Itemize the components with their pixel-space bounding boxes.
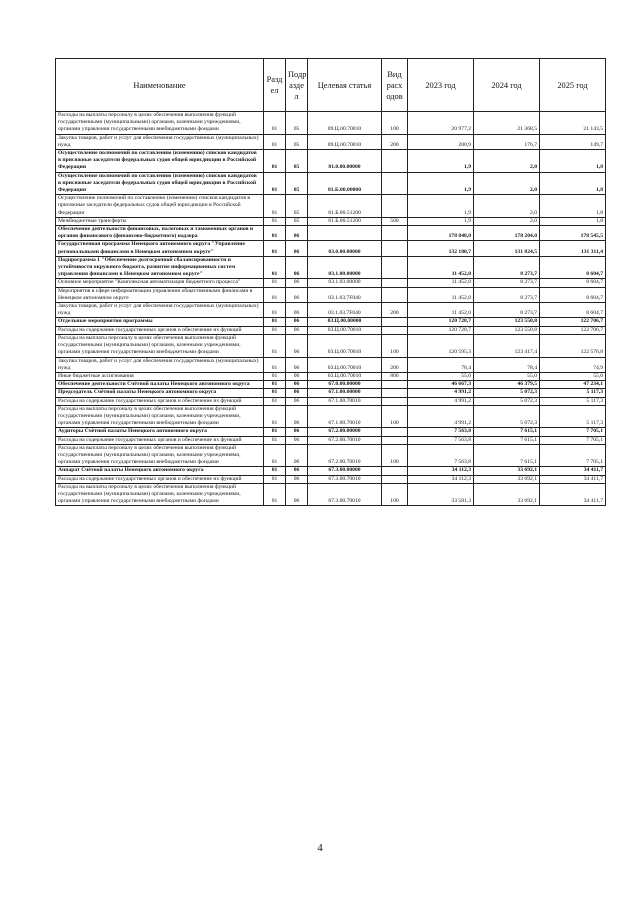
cell-2025: 55,0 [540,372,606,380]
cell-subsection: 06 [286,326,308,334]
cell-2024: 2,0 [474,150,540,173]
table-row [56,256,606,279]
cell-2025: 47 234,1 [540,381,606,389]
cell-2024: 8 273,7 [474,303,540,318]
col-header-subsection: Подр азде л [286,59,308,112]
cell-kind: 100 [382,112,408,135]
cell-name: Осуществление полномочий по составлению (изменению) списков кандидатов в присяжные заседатели федеральных судов общей юрисдикции в Российской Федерации [56,195,264,218]
cell-kind [382,279,408,287]
cell-kind [382,226,408,241]
cell-target: 81.Б.00.51200 [308,217,382,225]
cell-target: 67.2.00.70010 [308,444,382,467]
cell-name: Государственная программа Ненецкого автономного округа "Управление региональными финансами в Ненецком автономном округе" [56,241,264,256]
table-row [56,357,606,372]
cell-2025: 1,8 [540,150,606,173]
cell-target: 03.Ц.00.00000 [308,318,382,326]
cell-2025: 149,7 [540,134,606,149]
cell-section: 01 [264,372,286,380]
cell-target: 03.Ц.00.70010 [308,357,382,372]
cell-name: Расходы на выплаты персоналу в целях обеспечения выполнения функций государственными (муниципальными) органами, казенными учреждениями, органами управления государственными внебюджетными фондами [56,483,264,506]
cell-2023: 120 728,7 [408,318,474,326]
cell-target: 03.Ц.00.70010 [308,334,382,357]
cell-2024: 21 368,5 [474,112,540,135]
cell-subsection: 05 [286,112,308,135]
cell-2024: 123 417,4 [474,334,540,357]
cell-kind: 200 [382,357,408,372]
cell-2024: 33 692,1 [474,475,540,483]
cell-2024: 2,0 [474,195,540,218]
cell-subsection: 06 [286,256,308,279]
cell-target: 81.Б.00.51200 [308,195,382,218]
cell-2023: 178 848,0 [408,226,474,241]
cell-name: Обеспечение деятельности Счётной палаты Ненецкого автономного округа [56,381,264,389]
cell-2024: 123 550,8 [474,326,540,334]
cell-2024: 8 273,7 [474,287,540,302]
cell-target: 67.0.00.00000 [308,381,382,389]
col-header-2024: 2024 год [474,59,540,112]
cell-2024: 7 615,1 [474,444,540,467]
cell-2025: 7 705,1 [540,428,606,436]
cell-kind: 100 [382,444,408,467]
col-header-name: Наименование [56,59,264,112]
table-row [56,467,606,475]
cell-name: Закупка товаров, работ и услуг для обеспечения государственных (муниципальных) нужд [56,134,264,149]
cell-2023: 4 991,2 [408,397,474,405]
cell-subsection: 06 [286,357,308,372]
cell-subsection: 05 [286,195,308,218]
cell-subsection: 06 [286,334,308,357]
col-header-kind: Вид расх одов [382,59,408,112]
cell-name: Основное мероприятие "Комплексная автоматизация бюджетного процесса" [56,279,264,287]
cell-section: 01 [264,112,286,135]
cell-2024: 178 204,0 [474,226,540,241]
cell-2023: 7 563,8 [408,436,474,444]
cell-kind: 200 [382,303,408,318]
cell-target: 03.1.03.00000 [308,279,382,287]
cell-target: 67.1.00.70010 [308,405,382,428]
cell-name: Расходы на содержание государственных органов и обеспечение их функций [56,326,264,334]
cell-subsection: 06 [286,389,308,397]
table-row [56,372,606,380]
cell-target: 03.Ц.00.70010 [308,326,382,334]
cell-name: Аудиторы Счётной палаты Ненецкого автономного округа [56,428,264,436]
cell-subsection: 06 [286,436,308,444]
cell-2025: 34 411,7 [540,483,606,506]
cell-2025: 131 311,4 [540,241,606,256]
cell-target: 67.2.00.00000 [308,428,382,436]
cell-section: 01 [264,428,286,436]
cell-kind: 800 [382,372,408,380]
cell-subsection: 06 [286,405,308,428]
table-row [56,334,606,357]
cell-2024: 123 550,8 [474,318,540,326]
cell-subsection: 06 [286,444,308,467]
cell-name: Председатель Счётной палаты Ненецкого автономного округа [56,389,264,397]
cell-2024: 33 692,1 [474,467,540,475]
cell-2025: 74,9 [540,357,606,372]
cell-2024: 33 692,1 [474,483,540,506]
cell-name: Аппарат Счётной палаты Ненецкого автономного округа [56,467,264,475]
cell-2024: 8 273,7 [474,279,540,287]
cell-name: Расходы на выплаты персоналу в целях обеспечения выполнения функций государственными (муниципальными) органами, казенными учреждениями, органами управления государственными внебюджетными фондами [56,444,264,467]
cell-2024: 78,4 [474,357,540,372]
cell-target: 09.Ц.00.70010 [308,112,382,135]
cell-subsection: 05 [286,150,308,173]
cell-2025: 5 117,3 [540,397,606,405]
cell-section: 01 [264,334,286,357]
cell-kind [382,195,408,218]
cell-target: 09.Ц.00.70010 [308,134,382,149]
cell-subsection: 06 [286,372,308,380]
cell-target: 67.3.00.70010 [308,475,382,483]
cell-target [308,226,382,241]
cell-name: Закупка товаров, работ и услуг для обеспечения государственных (муниципальных) нужд [56,357,264,372]
table-row [56,172,606,195]
cell-section: 01 [264,444,286,467]
cell-section: 01 [264,436,286,444]
cell-target: 03.1.03.7F040 [308,287,382,302]
table-row [56,475,606,483]
cell-section: 01 [264,226,286,241]
cell-section: 01 [264,134,286,149]
cell-section: 01 [264,279,286,287]
cell-2023: 1,9 [408,172,474,195]
cell-2024: 5 072,3 [474,405,540,428]
cell-2023: 33 581,3 [408,483,474,506]
cell-kind [382,436,408,444]
table-row [56,397,606,405]
cell-2025: 178 545,5 [540,226,606,241]
cell-2023: 11 452,0 [408,287,474,302]
cell-2024: 8 273,7 [474,256,540,279]
cell-2023: 7 563,8 [408,428,474,436]
cell-name: Отдельные мероприятия программы [56,318,264,326]
table-row [56,436,606,444]
cell-2023: 11 452,0 [408,279,474,287]
cell-section: 01 [264,172,286,195]
cell-2023: 120 595,3 [408,334,474,357]
cell-name: Обеспечение деятельности финансовых, налоговых и таможенных органов и органов финансового (финансово-бюджетного) надзора [56,226,264,241]
cell-subsection: 06 [286,428,308,436]
table-row [56,483,606,506]
cell-2025: 7 705,1 [540,444,606,467]
cell-subsection: 06 [286,483,308,506]
cell-2023: 46 667,3 [408,381,474,389]
table-row [56,381,606,389]
cell-kind [382,287,408,302]
cell-name: Осуществление полномочий по составлению (изменению) списков кандидатов в присяжные заседатели федеральных судов общей юрисдикции в Российской Федерации [56,172,264,195]
cell-kind [382,326,408,334]
col-header-2025: 2025 год [540,59,606,112]
cell-2025: 122 576,8 [540,334,606,357]
table-row [56,195,606,218]
cell-kind [382,381,408,389]
cell-2023: 200,9 [408,134,474,149]
cell-subsection: 06 [286,475,308,483]
cell-section: 01 [264,397,286,405]
cell-section: 01 [264,195,286,218]
cell-subsection: 05 [286,172,308,195]
cell-section: 01 [264,287,286,302]
cell-2025: 21 143,5 [540,112,606,135]
cell-2024: 7 615,1 [474,436,540,444]
cell-2024: 176,7 [474,134,540,149]
page-number: 4 [317,842,323,854]
cell-section: 01 [264,326,286,334]
cell-name: Мероприятия в сфере информатизации управления общественными финансами в Ненецком автономном округе [56,287,264,302]
cell-2024: 5 072,3 [474,389,540,397]
cell-section: 01 [264,318,286,326]
table-row [56,326,606,334]
cell-2025: 34 411,7 [540,467,606,475]
cell-section: 01 [264,475,286,483]
table-row [56,405,606,428]
cell-section: 01 [264,241,286,256]
cell-name: Закупка товаров, работ и услуг для обеспечения государственных (муниципальных) нужд [56,303,264,318]
cell-name: Расходы на выплаты персоналу в целях обеспечения выполнения функций государственными (муниципальными) органами, казенными учреждениями, органами управления государственными внебюджетными фондами [56,112,264,135]
cell-subsection: 05 [286,134,308,149]
cell-kind: 100 [382,334,408,357]
cell-target: 67.3.00.70010 [308,483,382,506]
cell-2025: 122 706,7 [540,318,606,326]
table-row [56,444,606,467]
cell-2023: 34 112,3 [408,467,474,475]
cell-target: 67.3.00.00000 [308,467,382,475]
cell-subsection: 06 [286,287,308,302]
cell-section: 01 [264,389,286,397]
cell-2024: 2,0 [474,217,540,225]
cell-kind [382,397,408,405]
cell-name: Расходы на содержание государственных органов и обеспечение их функций [56,397,264,405]
cell-2025: 5 117,3 [540,389,606,397]
cell-kind [382,389,408,397]
table-row [56,150,606,173]
cell-section: 01 [264,405,286,428]
cell-2025: 34 411,7 [540,475,606,483]
cell-subsection: 06 [286,397,308,405]
cell-subsection: 06 [286,467,308,475]
cell-kind: 200 [382,134,408,149]
cell-2025: 8 604,7 [540,287,606,302]
cell-kind: 100 [382,483,408,506]
cell-2023: 55,0 [408,372,474,380]
cell-target: 81.0.00.00000 [308,150,382,173]
cell-2025: 8 604,7 [540,279,606,287]
table-row [56,287,606,302]
cell-2025: 7 705,1 [540,436,606,444]
cell-subsection: 06 [286,279,308,287]
cell-name: Расходы на содержание государственных органов и обеспечение их функций [56,436,264,444]
table-row [56,226,606,241]
cell-2025: 1,8 [540,195,606,218]
cell-2023: 20 977,2 [408,112,474,135]
cell-kind [382,428,408,436]
cell-2025: 5 117,3 [540,405,606,428]
cell-section: 01 [264,467,286,475]
cell-2024: 7 615,1 [474,428,540,436]
cell-2023: 34 112,3 [408,475,474,483]
cell-name: Осуществление полномочий по составлению (изменению) списков кандидатов в присяжные заседатели федеральных судов общей юрисдикции в Российской Федерации [56,150,264,173]
budget-table [55,58,606,506]
cell-section: 01 [264,381,286,389]
table-row [56,134,606,149]
cell-name: Расходы на содержание государственных органов и обеспечение их функций [56,475,264,483]
table-row [56,389,606,397]
cell-2024: 46 379,5 [474,381,540,389]
col-header-2023: 2023 год [408,59,474,112]
cell-kind: 500 [382,217,408,225]
cell-target: 03.1.03.7F040 [308,303,382,318]
cell-2023: 4 991,2 [408,389,474,397]
cell-2023: 7 563,8 [408,444,474,467]
table-body [56,112,606,506]
cell-kind [382,467,408,475]
cell-section: 01 [264,256,286,279]
cell-2024: 131 824,5 [474,241,540,256]
table-row [56,217,606,225]
cell-2024: 5 072,3 [474,397,540,405]
cell-kind [382,475,408,483]
cell-section: 01 [264,217,286,225]
cell-2023: 78,4 [408,357,474,372]
cell-2025: 8 604,7 [540,303,606,318]
table-row [56,279,606,287]
cell-2023: 120 728,7 [408,326,474,334]
cell-2023: 4 991,2 [408,405,474,428]
table-row [56,428,606,436]
cell-target: 03.0.00.00000 [308,241,382,256]
cell-subsection: 06 [286,318,308,326]
cell-target: 03.1.00.00000 [308,256,382,279]
cell-name: Расходы на выплаты персоналу в целях обеспечения выполнения функций государственными (муниципальными) органами, казенными учреждениями, органами управления государственными внебюджетными фондами [56,405,264,428]
cell-kind [382,256,408,279]
cell-2023: 1,9 [408,150,474,173]
cell-name: Подпрограмма 1 "Обеспечение долгосрочной сбалансированности и устойчивости окружного бюджета, развитие информационных систем управления финансами в Ненецком автономном округе" [56,256,264,279]
table-row [56,241,606,256]
table-header-row [56,59,606,112]
table-row [56,112,606,135]
cell-target: 67.1.00.00000 [308,389,382,397]
cell-2024: 2,0 [474,172,540,195]
cell-target: 67.1.00.70010 [308,397,382,405]
cell-kind [382,150,408,173]
cell-subsection: 06 [286,303,308,318]
cell-target: 67.2.00.70010 [308,436,382,444]
cell-section: 01 [264,150,286,173]
cell-2023: 11 452,0 [408,303,474,318]
cell-target: 03.Ц.00.70010 [308,372,382,380]
cell-subsection: 05 [286,217,308,225]
cell-name: Иные бюджетные ассигнования [56,372,264,380]
cell-2023: 1,9 [408,217,474,225]
cell-kind [382,241,408,256]
cell-name: Межбюджетные трансферты [56,217,264,225]
cell-subsection: 06 [286,381,308,389]
cell-section: 01 [264,303,286,318]
cell-kind [382,172,408,195]
cell-2025: 1,8 [540,172,606,195]
cell-2023: 11 452,0 [408,256,474,279]
cell-section: 01 [264,483,286,506]
cell-kind: 100 [382,405,408,428]
col-header-target: Целевая статья [308,59,382,112]
cell-2025: 8 604,7 [540,256,606,279]
cell-2025: 1,8 [540,217,606,225]
cell-2024: 55,0 [474,372,540,380]
table-row [56,303,606,318]
cell-section: 01 [264,357,286,372]
cell-kind [382,318,408,326]
cell-name: Расходы на выплаты персоналу в целях обеспечения выполнения функций государственными (муниципальными) органами, казенными учреждениями, органами управления государственными внебюджетными фондами [56,334,264,357]
col-header-section: Разд ел [264,59,286,112]
cell-target: 81.Б.00.00000 [308,172,382,195]
cell-2023: 132 180,7 [408,241,474,256]
cell-2023: 1,9 [408,195,474,218]
cell-subsection: 06 [286,226,308,241]
table-row [56,318,606,326]
cell-subsection: 06 [286,241,308,256]
cell-2025: 122 706,7 [540,326,606,334]
